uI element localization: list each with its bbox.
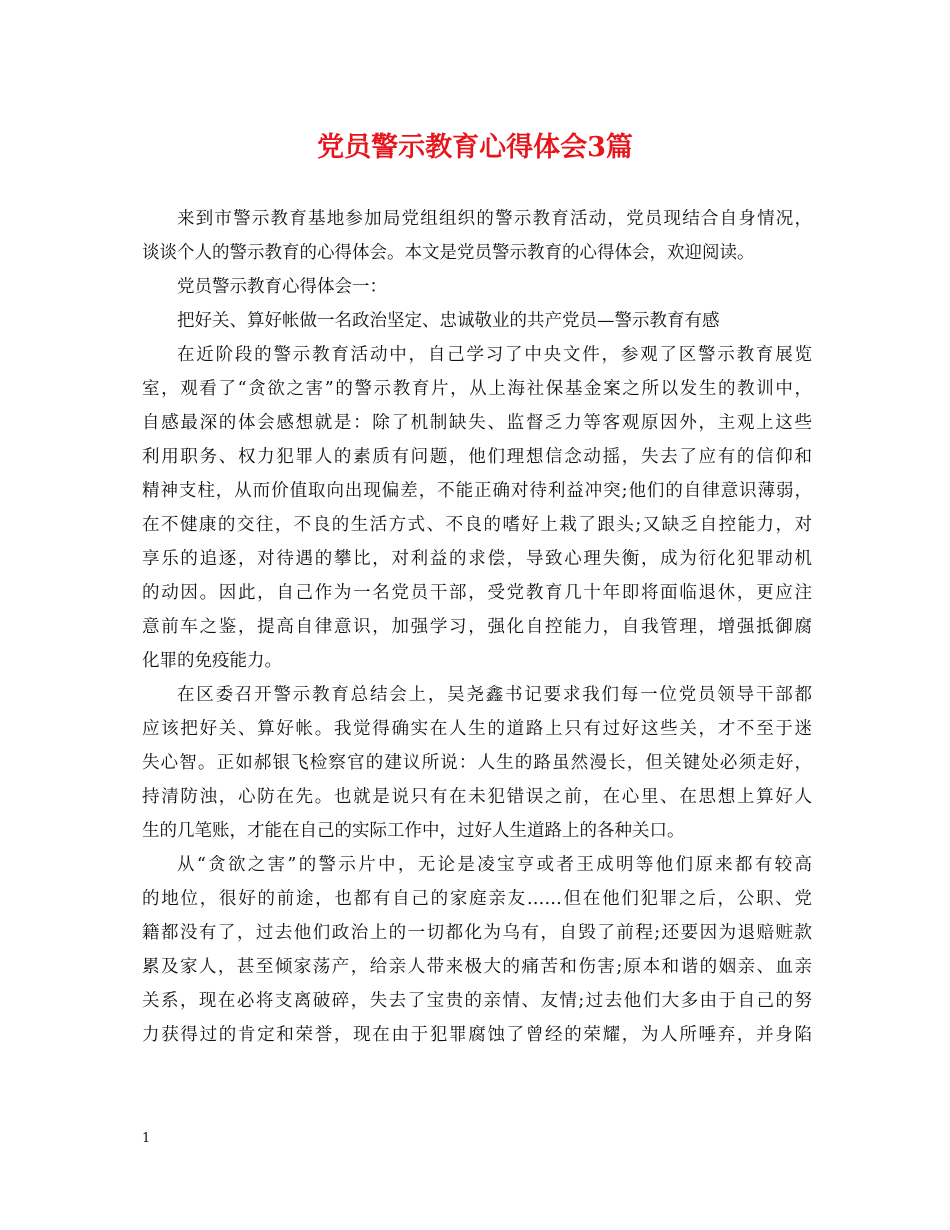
text-line: 自感最深的体会感想就是：除了机制缺失、监督乏力等客观原因外，主观上这些 bbox=[142, 413, 812, 433]
text-line: 意前车之鉴，提高自律意识，加强学习，强化自控能力，自我管理，增强抵御腐 bbox=[142, 617, 812, 637]
document-title: 党员警示教育心得体会3篇 bbox=[317, 132, 633, 163]
text-line: 力获得过的肯定和荣誉，现在由于犯罪腐蚀了曾经的荣耀，为人所唾弃，并身陷 bbox=[142, 1025, 812, 1045]
text-line: 室，观看了“贪欲之害”的警示教育片，从上海社保基金案之所以发生的教训中， bbox=[142, 379, 812, 399]
section-subtitle: 把好关、算好帐做一名政治坚定、忠诚敬业的共产党员—警示教育有感 bbox=[177, 311, 720, 331]
text-line: 化罪的免疫能力。 bbox=[142, 651, 282, 671]
text-line: 利用职务、权力犯罪人的素质有问题，他们理想信念动摇，失去了应有的信仰和 bbox=[142, 447, 812, 467]
text-line: 在近阶段的警示教育活动中，自己学习了中央文件，参观了区警示教育展览 bbox=[177, 345, 812, 365]
text-line: 精神支柱，从而价值取向出现偏差，不能正确对待利益冲突;他们的自律意识薄弱， bbox=[142, 481, 812, 501]
document-body bbox=[142, 202, 812, 1052]
page-number: 1 bbox=[142, 1131, 151, 1146]
text-line: 在区委召开警示教育总结会上，吴尧鑫书记要求我们每一位党员领导干部都 bbox=[177, 685, 812, 705]
text-line: 在不健康的交往，不良的生活方式、不良的嗜好上栽了跟头;又缺乏自控能力，对 bbox=[142, 515, 812, 535]
text-line: 籍都没有了，过去他们政治上的一切都化为乌有，自毁了前程;还要因为退赔赃款 bbox=[142, 923, 812, 943]
text-line: 应该把好关、算好帐。我觉得确实在人生的道路上只有过好这些关，才不至于迷 bbox=[142, 719, 812, 739]
text-line: 累及家人，甚至倾家荡产，给亲人带来极大的痛苦和伤害;原本和谐的姻亲、血亲 bbox=[142, 957, 812, 977]
text-line: 关系，现在必将支离破碎，失去了宝贵的亲情、友情;过去他们大多由于自己的努 bbox=[142, 991, 812, 1011]
text-line: 失心智。正如郝银飞检察官的建议所说：人生的路虽然漫长，但关键处必须走好， bbox=[142, 753, 812, 773]
section-heading: 党员警示教育心得体会一： bbox=[177, 277, 387, 297]
text-line: 的动因。因此，自己作为一名党员干部，受党教育几十年即将面临退休，更应注 bbox=[142, 583, 812, 603]
text-line: 谈谈个人的警示教育的心得体会。本文是党员警示教育的心得体会，欢迎阅读。 bbox=[142, 243, 755, 263]
text-line: 享乐的追逐，对待遇的攀比，对利益的求偿，导致心理失衡，成为衍化犯罪动机 bbox=[142, 549, 812, 569]
text-line: 从“贪欲之害”的警示片中，无论是凌宝亨或者王成明等他们原来都有较高 bbox=[177, 855, 812, 875]
text-line: 来到市警示教育基地参加局党组组织的警示教育活动，党员现结合自身情况， bbox=[177, 209, 812, 229]
text-line: 生的几笔账，才能在自己的实际工作中，过好人生道路上的各种关口。 bbox=[142, 821, 685, 841]
text-line: 的地位，很好的前途，也都有自己的家庭亲友……但在他们犯罪之后，公职、党 bbox=[142, 889, 812, 909]
text-line: 持清防浊，心防在先。也就是说只有在未犯错误之前，在心里、在思想上算好人 bbox=[142, 787, 812, 807]
